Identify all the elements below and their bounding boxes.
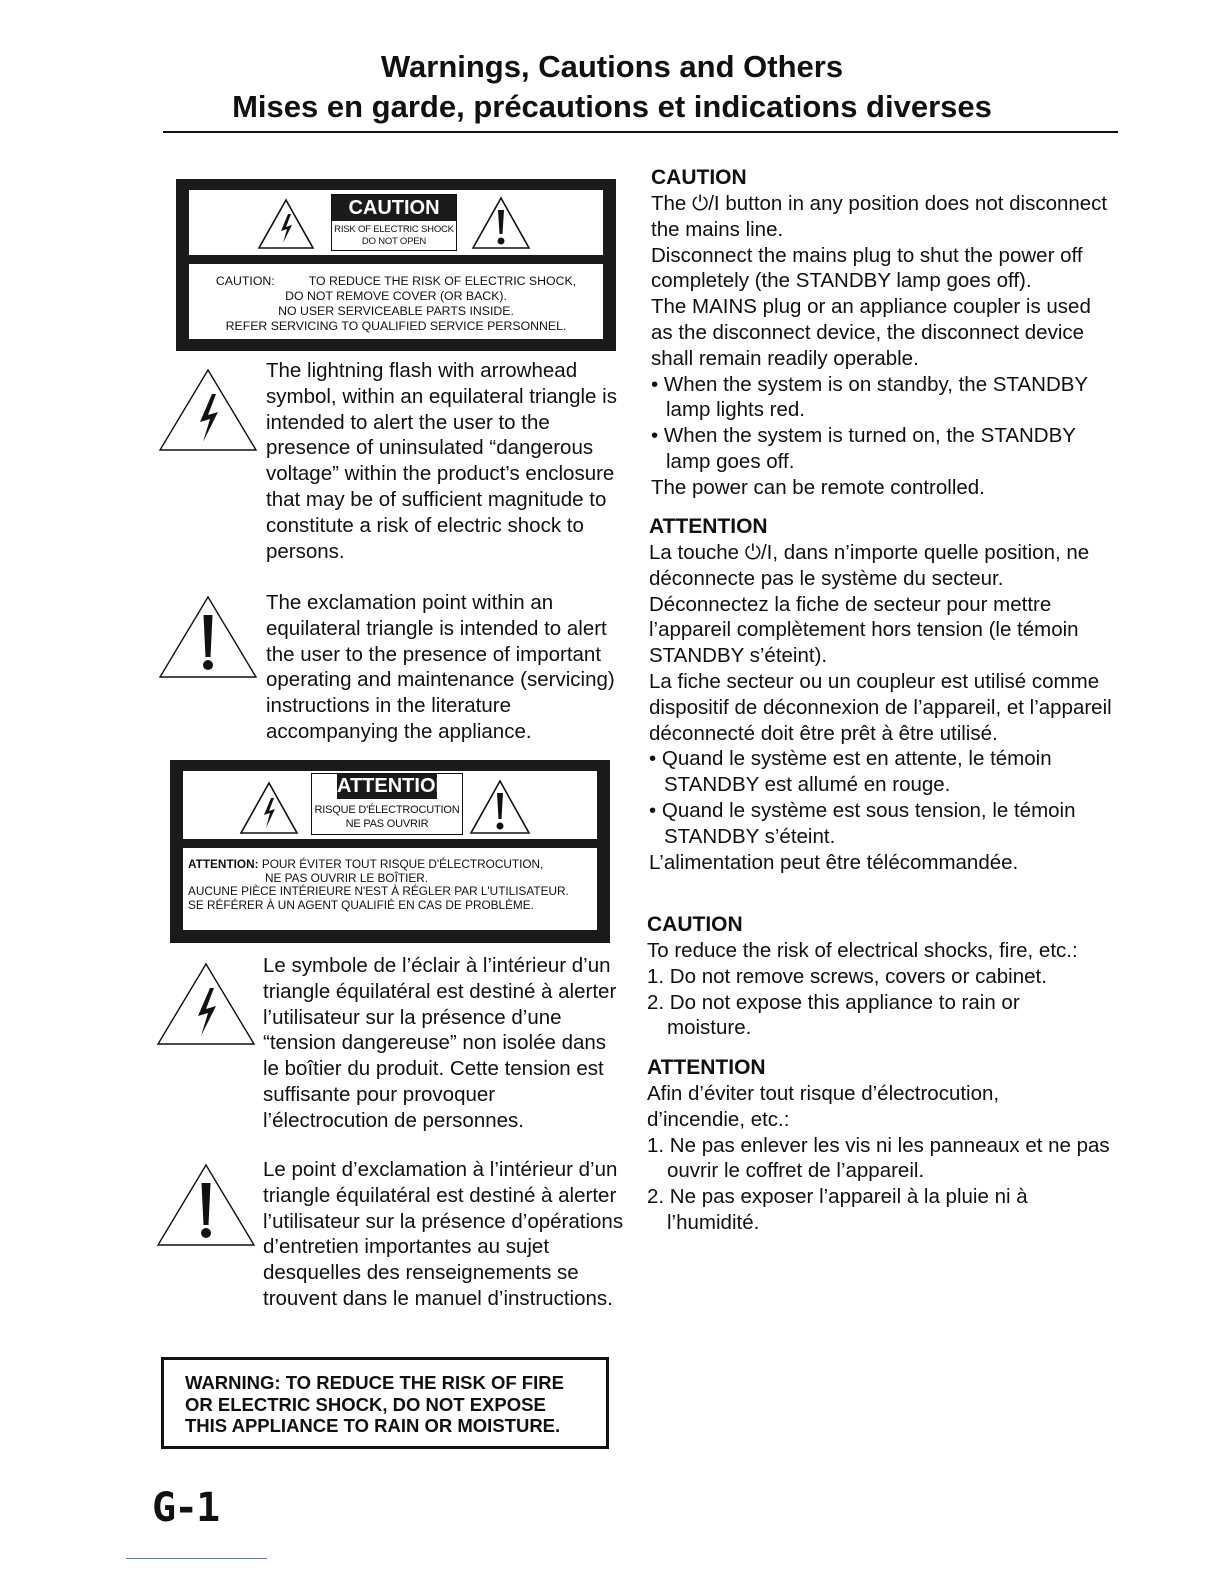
caution-label-line3: NO USER SERVICEABLE PARTS INSIDE. bbox=[278, 304, 514, 318]
fire-shock-warning-box bbox=[161, 1357, 609, 1449]
page-title-en: Warnings, Cautions and Others bbox=[380, 49, 844, 84]
lightning-warning-icon bbox=[257, 198, 315, 250]
attention-label-line4: SE RÉFÉRER À UN AGENT QUALIFIÉ EN CAS DE PROBLÈME. bbox=[188, 897, 534, 912]
lightning-symbol-description-fr: Le symbole de l’éclair à l’intérieur d’un triangle équilatéral est destiné à alerter l’utilisateur sur la présence d’une “tension dangereuse” non isolée dans le boîtier du produit. Cette tension est suffisante pour provoquer l’électrocution de personnes. bbox=[263, 954, 617, 1132]
attention-label-line3: AUCUNE PIÈCE INTÉRIEURE N'EST À RÉGLER PAR L'UTILISATEUR. bbox=[188, 884, 569, 899]
shock-attention-item2: 2. Ne pas exposer l’appareil à la pluie ni à l’humidité. bbox=[647, 1185, 1028, 1234]
power-caution-p1: The ⏻/I button in any position does not disconnect the mains line. bbox=[651, 192, 1108, 241]
attention-label-prefix: ATTENTION: bbox=[188, 857, 259, 871]
power-attention-bullet1: • Quand le système est en attente, le témoin STANDBY est allumé en rouge. bbox=[649, 747, 1052, 797]
power-caution-bullet1: • When the system is on standby, the STANDBY lamp lights red. bbox=[651, 372, 1088, 422]
shock-caution-item2: 2. Do not expose this appliance to rain or moisture. bbox=[647, 990, 1020, 1040]
page-title-fr: Mises en garde, précautions et indications diverses bbox=[232, 89, 992, 124]
attention-badge-title: ATTENTION bbox=[337, 775, 450, 797]
caution-badge-line2: DO NOT OPEN bbox=[361, 236, 427, 247]
title-divider bbox=[163, 131, 1118, 133]
power-caution-p4: The power can be remote controlled. bbox=[651, 475, 985, 499]
shock-attention-item1: 1. Ne pas enlever les vis ni les panneaux et ne pas ouvrir le coffret de l’appareil. bbox=[647, 1133, 1110, 1183]
shock-caution-section bbox=[647, 912, 1117, 1041]
power-attention-p1: La touche ⏻/I, dans n’importe quelle position, ne déconnecte pas le système du secteur. bbox=[649, 541, 1090, 590]
power-attention-p2: Déconnectez la fiche de secteur pour mettre l’appareil complètement hors tension (le témoin STANDBY s’éteint). bbox=[649, 592, 1079, 668]
power-caution-p2: Disconnect the mains plug to shut the power off completely (the STANDBY lamp goes off). bbox=[651, 243, 1083, 293]
exclamation-triangle-icon bbox=[158, 595, 258, 679]
caution-label-box bbox=[176, 179, 616, 351]
exclamation-symbol-description-en: The exclamation point within an equilateral triangle is intended to alert the user to the presence of important operating and maintenance (servicing) instructions in the literature accompanying the appliance. bbox=[266, 591, 615, 743]
lightning-warning-icon bbox=[239, 781, 299, 835]
shock-caution-heading: CAUTION bbox=[647, 913, 743, 936]
lightning-triangle-icon bbox=[158, 368, 258, 452]
caution-label-text bbox=[189, 264, 603, 339]
attention-badge-line2: NE PAS OUVRIR bbox=[345, 818, 429, 830]
exclamation-warning-icon bbox=[469, 779, 531, 835]
caution-label-line2: DO NOT REMOVE COVER (OR BACK). bbox=[285, 289, 507, 303]
caution-label-top bbox=[189, 190, 603, 255]
power-attention-bullet2: • Quand le système est sous tension, le témoin STANDBY s’éteint. bbox=[649, 798, 1076, 848]
power-caution-p3: The MAINS plug or an appliance coupler is used as the disconnect device, the disconnect device shall remain readily operable. bbox=[651, 295, 1091, 370]
caution-label-line1: TO REDUCE THE RISK OF ELECTRIC SHOCK, bbox=[308, 274, 577, 288]
power-attention-section bbox=[649, 514, 1119, 875]
power-caution-bullet2: • When the system is turned on, the STANDBY lamp goes off. bbox=[651, 424, 1076, 473]
power-caution-section bbox=[651, 165, 1116, 501]
page-number: G-1 bbox=[152, 1485, 219, 1531]
exclamation-warning-icon bbox=[471, 196, 531, 250]
shock-attention-intro: Afin d’éviter tout risque d’électrocution, d’incendie, etc.: bbox=[647, 1082, 1000, 1131]
attention-label-top bbox=[183, 771, 597, 839]
power-attention-p3: La fiche secteur ou un coupleur est utilisé comme dispositif de déconnexion de l’appareil, et l’appareil déconnecté doit être prêt à être utilisé. bbox=[649, 669, 1112, 745]
attention-label-line1: POUR ÉVITER TOUT RISQUE D'ÉLECTROCUTION, bbox=[261, 857, 544, 871]
exclamation-symbol-description-fr: Le point d’exclamation à l’intérieur d’un triangle équilatéral est destiné à alerter l’utilisateur sur la présence d’opérations d’entretien importantes au sujet desquelles des renseignements se trouvent dans le manuel d’instructions. bbox=[263, 1158, 624, 1310]
caution-label-prefix: CAUTION: bbox=[215, 274, 275, 288]
power-attention-p4: L’alimentation peut être télécommandée. bbox=[649, 850, 1019, 874]
power-caution-heading: CAUTION bbox=[651, 166, 747, 189]
attention-label-text bbox=[183, 848, 597, 930]
attention-label-line2: NE PAS OUVRIR LE BOÎTIER. bbox=[265, 870, 429, 885]
caution-badge-title: CAUTION bbox=[332, 195, 456, 221]
warning-line1: WARNING: TO REDUCE THE RISK OF FIRE bbox=[185, 1372, 564, 1393]
lightning-triangle-icon bbox=[156, 962, 256, 1046]
footer-line bbox=[126, 1558, 267, 1559]
warning-line2: OR ELECTRIC SHOCK, DO NOT EXPOSE bbox=[185, 1393, 546, 1415]
warning-line3: THIS APPLIANCE TO RAIN OR MOISTURE. bbox=[185, 1415, 561, 1436]
shock-attention-heading: ATTENTION bbox=[647, 1056, 766, 1079]
shock-caution-item1: 1. Do not remove screws, covers or cabinet. bbox=[647, 964, 1047, 988]
caution-badge-line1: RISK OF ELECTRIC SHOCK bbox=[334, 224, 454, 235]
caution-label-line4: REFER SERVICING TO QUALIFIED SERVICE PERSONNEL. bbox=[225, 319, 567, 333]
lightning-symbol-description-en: The lightning flash with arrowhead symbol, within an equilateral triangle is intended to alert the user to the presence of uninsulated “dangerous voltage” within the product’s enclosure that may be of sufficient magnitude to constitute a risk of electric shock to persons. bbox=[266, 359, 617, 563]
attention-label-box bbox=[170, 760, 610, 943]
attention-badge-line1: RISQUE D'ÉLECTROCUTION bbox=[314, 804, 460, 816]
power-attention-heading: ATTENTION bbox=[649, 515, 768, 538]
caution-badge bbox=[331, 194, 457, 251]
attention-badge bbox=[311, 773, 463, 835]
exclamation-triangle-icon bbox=[156, 1163, 256, 1247]
shock-attention-section bbox=[647, 1055, 1117, 1236]
shock-caution-intro: To reduce the risk of electrical shocks, fire, etc.: bbox=[647, 939, 1078, 962]
